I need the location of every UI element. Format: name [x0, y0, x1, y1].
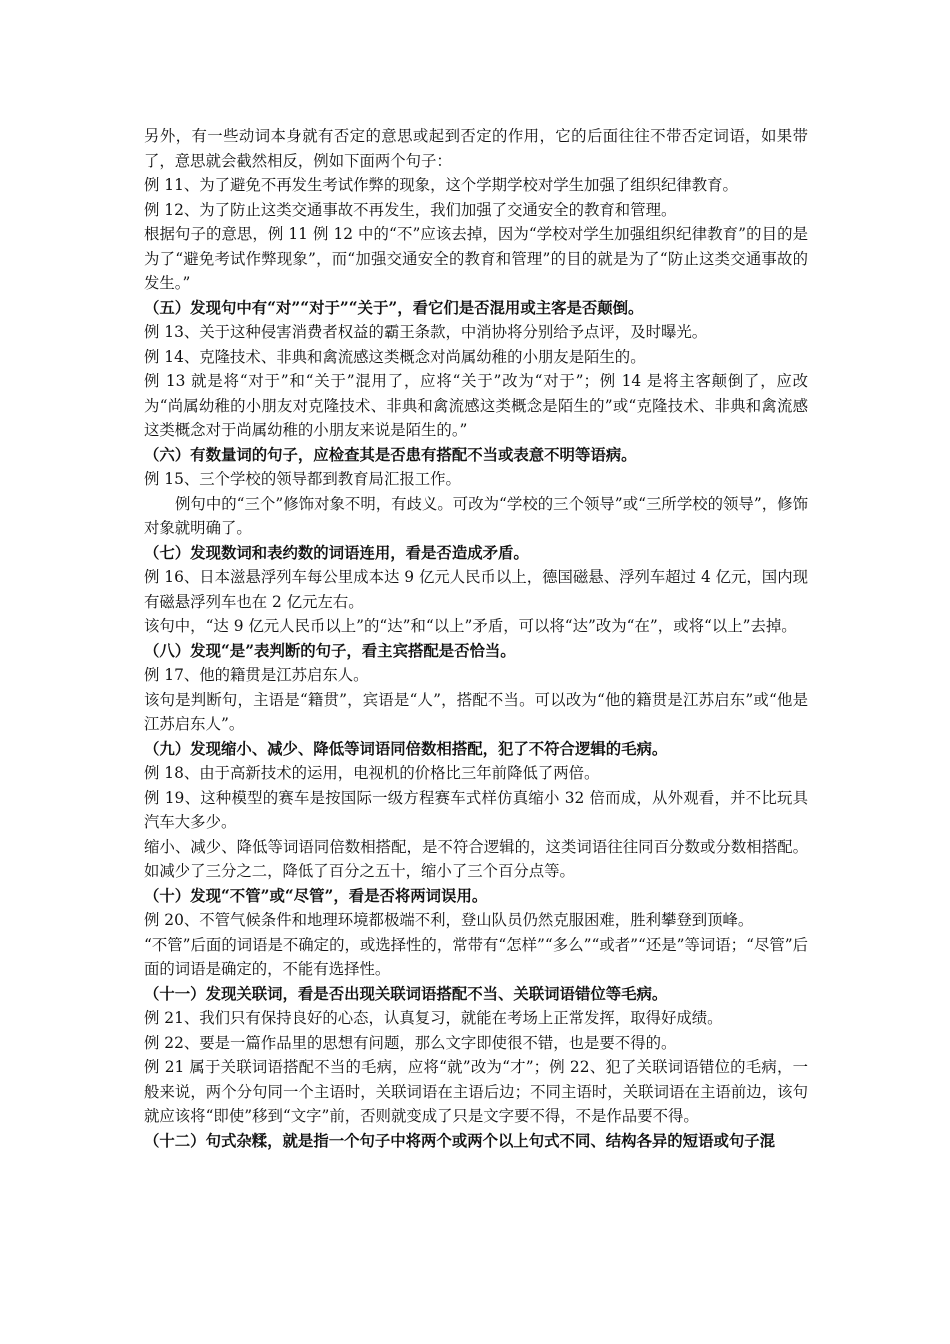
section-heading: （十一）发现关联词，看是否出现关联词语搭配不当、关联词语错位等毛病。 — [144, 984, 668, 1003]
document-body — [144, 124, 808, 1153]
paragraph: 例 13、关于这种侵害消费者权益的霸王条款，中消协将分别给予点评，及时曝光。 — [144, 323, 708, 341]
paragraph: 例 18、由于高新技术的运用，电视机的价格比三年前降低了两倍。 — [144, 764, 600, 782]
section-heading: （八）发现“是”表判断的句子，看主宾搭配是否恰当。 — [144, 641, 516, 660]
section-heading: （九）发现缩小、减少、降低等词语同倍数相搭配，犯了不符合逻辑的毛病。 — [144, 739, 668, 758]
paragraph: 例 11、为了避免不再发生考试作弊的现象，这个学期学校对学生加强了组织纪律教育。 — [144, 176, 738, 194]
section-heading: （五）发现句中有“对”“对于”“关于”，看它们是否混用或主客是否颠倒。 — [144, 298, 644, 317]
paragraph: 该句中，“达 9 亿元人民币以上”的“达”和“以上”矛盾，可以将“达”改为“在”，或将“以上”去掉。 — [144, 617, 797, 635]
paragraph: 例 13 就是将“对于”和“关于”混用了，应将“关于”改为“对于”；例 14 是将主客颠倒了，应改为“尚属幼稚的小朋友对克隆技术、非典和禽流感这类概念是陌生的”或“克隆技术、非典和禽流感这类概念对于尚属幼稚的小朋友来说是陌生的。” — [144, 372, 808, 439]
paragraph: 缩小、减少、降低等词语同倍数相搭配，是不符合逻辑的，这类词语往往同百分数或分数相搭配。如减少了三分之二，降低了百分之五十，缩小了三个百分点等。 — [144, 837, 808, 880]
section-heading: （七）发现数词和表约数的词语连用，看是否造成矛盾。 — [144, 543, 529, 562]
paragraph: 另外，有一些动词本身就有否定的意思或起到否定的作用，它的后面往往不带否定词语，如果带了，意思就会截然相反，例如下面两个句子： — [144, 127, 808, 170]
paragraph: 例 12、为了防止这类交通事故不再发生，我们加强了交通安全的教育和管理。 — [144, 200, 677, 219]
paragraph: 该句是判断句，主语是“籍贯”，宾语是“人”，搭配不当。可以改为“他的籍贯是江苏启东”或“他是江苏启东人”。 — [144, 690, 808, 733]
paragraph: 例 17、他的籍贯是江苏启东人。 — [144, 666, 369, 684]
paragraph: 例句中的“三个”修饰对象不明，有歧义。可改为“学校的三个领导”或“三所学校的领导”，修饰对象就明确了。 — [144, 494, 808, 537]
paragraph: 根据句子的意思，例 11 例 12 中的“不”应该去掉，因为“学校对学生加强组织纪律教育”的目的是为了“避免考试作弊现象”，而“加强交通安全的教育和管理”的目的就是为了“防止这类交通事故的发生。” — [144, 225, 808, 292]
section-heading: （十二）句式杂糅，就是指一个句子中将两个或两个以上句式不同、结构各异的短语或句子混 — [144, 1131, 776, 1150]
paragraph: 例 21、我们只有保持良好的心态，认真复习，就能在考场上正常发挥，取得好成绩。 — [144, 1009, 723, 1027]
paragraph: 例 15、三个学校的领导都到教育局汇报工作。 — [144, 470, 461, 488]
paragraph: “不管”后面的词语是不确定的，或选择性的，常带有“怎样”“多么”“或者”“还是”等词语；“尽管”后面的词语是确定的，不能有选择性。 — [144, 935, 808, 978]
section-heading: （十）发现“不管”或“尽管”，看是否将两词误用。 — [144, 886, 488, 905]
paragraph: 例 14、克隆技术、非典和禽流感这类概念对尚属幼稚的小朋友是陌生的。 — [144, 347, 646, 366]
paragraph: 例 19、这种模型的赛车是按国际一级方程赛车式样仿真缩小 32 倍而成，从外观看，并不比玩具汽车大多少。 — [144, 788, 808, 831]
paragraph: 例 21 属于关联词语搭配不当的毛病，应将“就”改为“才”；例 22、犯了关联词语错位的毛病，一般来说，两个分句同一个主语时，关联词语在主语后边；不同主语时，关联词语在主语前边，该句就应该将“即使”移到“文字”前，否则就变成了只是文字要不得，不是作品要不得。 — [144, 1058, 808, 1125]
paragraph: 例 22、要是一篇作品里的思想有问题，那么文字即使很不错，也是要不得的。 — [144, 1033, 677, 1052]
section-heading: （六）有数量词的句子，应检查其是否患有搭配不当或表意不明等语病。 — [144, 445, 637, 464]
paragraph: 例 20、不管气候条件和地理环境都极端不利，登山队员仍然克服困难，胜利攀登到顶峰。 — [144, 911, 754, 929]
paragraph: 例 16、日本滋悬浮列车每公里成本达 9 亿元人民币以上，德国磁悬、浮列车超过 4 亿元，国内现有磁悬浮列车也在 2 亿元左右。 — [144, 568, 808, 611]
